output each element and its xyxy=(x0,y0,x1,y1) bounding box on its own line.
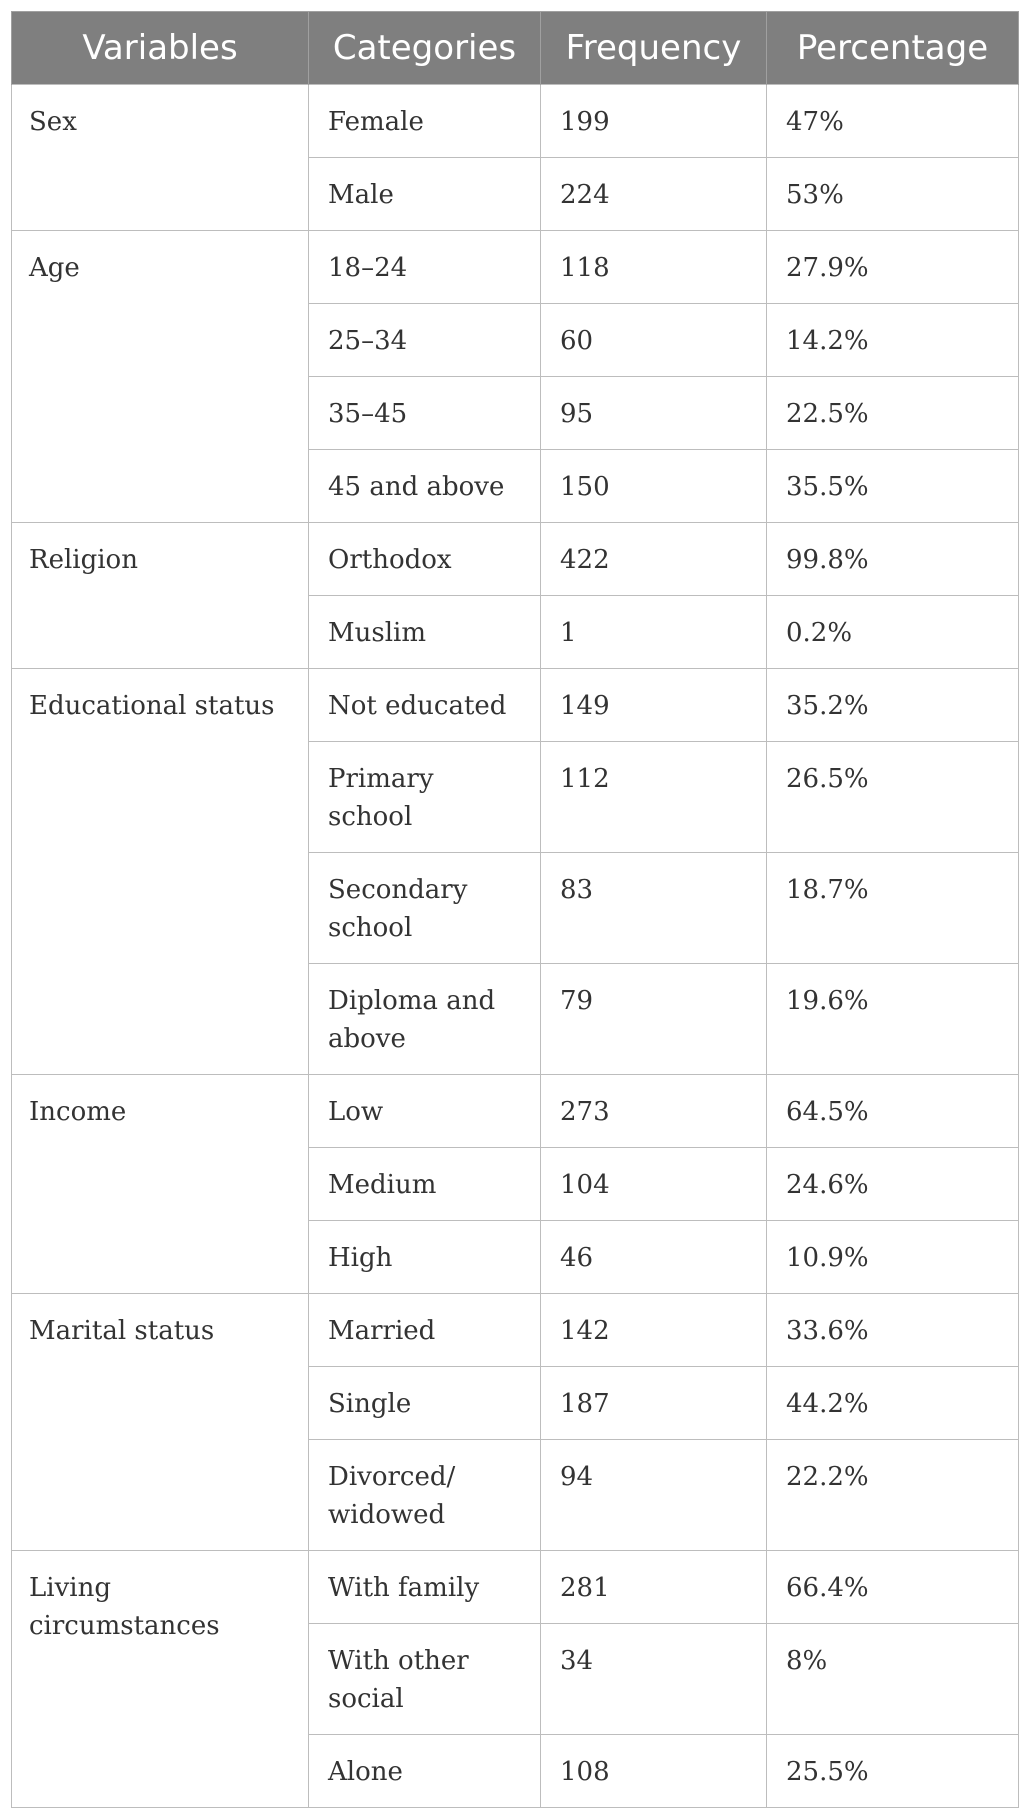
frequency-cell: 224 xyxy=(541,158,767,231)
percentage-cell: 27.9% xyxy=(767,231,1019,304)
percentage-cell: 19.6% xyxy=(767,964,1019,1075)
category-cell: Primary school xyxy=(309,742,541,853)
frequency-cell: 46 xyxy=(541,1221,767,1294)
header-row xyxy=(12,12,1019,85)
frequency-cell: 95 xyxy=(541,377,767,450)
table-row xyxy=(12,669,1019,742)
header-variables: Variables xyxy=(12,12,309,85)
category-cell: 25–34 xyxy=(309,304,541,377)
frequency-cell: 273 xyxy=(541,1075,767,1148)
category-cell: Female xyxy=(309,85,541,158)
category-cell: 35–45 xyxy=(309,377,541,450)
variable-cell: Income xyxy=(12,1075,309,1294)
header-percentage: Percentage xyxy=(767,12,1019,85)
category-cell: Single xyxy=(309,1367,541,1440)
percentage-cell: 22.5% xyxy=(767,377,1019,450)
category-cell: Medium xyxy=(309,1148,541,1221)
demographics-table xyxy=(11,11,1019,1808)
frequency-cell: 79 xyxy=(541,964,767,1075)
frequency-cell: 149 xyxy=(541,669,767,742)
percentage-cell: 66.4% xyxy=(767,1551,1019,1624)
table-row xyxy=(12,523,1019,596)
percentage-cell: 47% xyxy=(767,85,1019,158)
frequency-cell: 108 xyxy=(541,1735,767,1808)
category-cell: High xyxy=(309,1221,541,1294)
percentage-cell: 35.2% xyxy=(767,669,1019,742)
frequency-cell: 422 xyxy=(541,523,767,596)
category-cell: Married xyxy=(309,1294,541,1367)
frequency-cell: 83 xyxy=(541,853,767,964)
percentage-cell: 64.5% xyxy=(767,1075,1019,1148)
table-row xyxy=(12,1294,1019,1367)
percentage-cell: 24.6% xyxy=(767,1148,1019,1221)
category-cell: Low xyxy=(309,1075,541,1148)
percentage-cell: 53% xyxy=(767,158,1019,231)
table-row xyxy=(12,1075,1019,1148)
percentage-cell: 25.5% xyxy=(767,1735,1019,1808)
variable-cell: Marital status xyxy=(12,1294,309,1551)
percentage-cell: 10.9% xyxy=(767,1221,1019,1294)
variable-cell: Sex xyxy=(12,85,309,231)
percentage-cell: 14.2% xyxy=(767,304,1019,377)
category-cell: 18–24 xyxy=(309,231,541,304)
frequency-cell: 34 xyxy=(541,1624,767,1735)
category-cell: Secondary school xyxy=(309,853,541,964)
category-cell: Not educated xyxy=(309,669,541,742)
category-cell: Male xyxy=(309,158,541,231)
header-categories: Categories xyxy=(309,12,541,85)
frequency-cell: 94 xyxy=(541,1440,767,1551)
percentage-cell: 8% xyxy=(767,1624,1019,1735)
percentage-cell: 35.5% xyxy=(767,450,1019,523)
percentage-cell: 18.7% xyxy=(767,853,1019,964)
percentage-cell: 44.2% xyxy=(767,1367,1019,1440)
percentage-cell: 0.2% xyxy=(767,596,1019,669)
frequency-cell: 1 xyxy=(541,596,767,669)
percentage-cell: 33.6% xyxy=(767,1294,1019,1367)
category-cell: 45 and above xyxy=(309,450,541,523)
variable-cell: Educational status xyxy=(12,669,309,1075)
frequency-cell: 199 xyxy=(541,85,767,158)
category-cell: Muslim xyxy=(309,596,541,669)
category-cell: Orthodox xyxy=(309,523,541,596)
table-row xyxy=(12,231,1019,304)
category-cell: Diploma and above xyxy=(309,964,541,1075)
frequency-cell: 118 xyxy=(541,231,767,304)
frequency-cell: 60 xyxy=(541,304,767,377)
table-body xyxy=(12,85,1019,1808)
percentage-cell: 99.8% xyxy=(767,523,1019,596)
frequency-cell: 104 xyxy=(541,1148,767,1221)
variable-cell: Age xyxy=(12,231,309,523)
variable-cell: Living circumstances xyxy=(12,1551,309,1808)
percentage-cell: 26.5% xyxy=(767,742,1019,853)
header-frequency: Frequency xyxy=(541,12,767,85)
category-cell: Alone xyxy=(309,1735,541,1808)
variable-cell: Religion xyxy=(12,523,309,669)
percentage-cell: 22.2% xyxy=(767,1440,1019,1551)
table-row xyxy=(12,1551,1019,1624)
frequency-cell: 142 xyxy=(541,1294,767,1367)
frequency-cell: 281 xyxy=(541,1551,767,1624)
category-cell: With other social xyxy=(309,1624,541,1735)
category-cell: Divorced/ widowed xyxy=(309,1440,541,1551)
frequency-cell: 112 xyxy=(541,742,767,853)
table-header xyxy=(12,12,1019,85)
category-cell: With family xyxy=(309,1551,541,1624)
table-row xyxy=(12,85,1019,158)
frequency-cell: 150 xyxy=(541,450,767,523)
frequency-cell: 187 xyxy=(541,1367,767,1440)
